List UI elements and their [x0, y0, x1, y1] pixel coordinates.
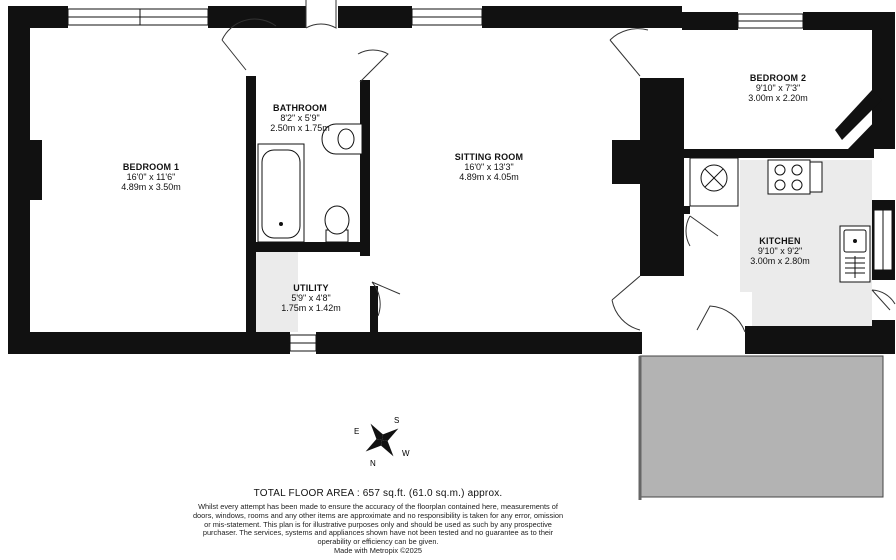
- utility-metric: 1.75m x 1.42m: [281, 303, 341, 313]
- sitting-room-name: SITTING ROOM: [454, 152, 524, 162]
- utility-imperial: 5'9" x 4'8": [291, 293, 331, 303]
- kitchen-imperial: 9'10" x 9'2": [757, 246, 803, 256]
- compass-n: N: [370, 459, 376, 468]
- metropix-credit: Made with Metropix ©2025: [333, 545, 423, 555]
- kitchen-name: KITCHEN: [759, 236, 801, 246]
- compass-s: S: [394, 416, 400, 425]
- sitting-room-metric: 4.89m x 4.05m: [459, 172, 519, 182]
- utility-label: [266, 283, 356, 313]
- terrace: [640, 356, 883, 497]
- bedroom2-metric: 3.00m x 2.20m: [748, 93, 808, 103]
- kitchen-metric: 3.00m x 2.80m: [750, 256, 810, 266]
- bath-tub: [258, 144, 304, 242]
- kitchen-label: [730, 236, 830, 266]
- bathroom-label: [250, 103, 350, 133]
- bathroom-imperial: 8'2" x 5'9": [280, 113, 320, 123]
- kitchen-sink: [840, 226, 870, 282]
- bedroom2-label: [728, 73, 828, 103]
- bathroom-name: BATHROOM: [273, 103, 327, 113]
- cooker: [768, 160, 822, 194]
- bedroom1-name: BEDROOM 1: [122, 162, 180, 172]
- bedroom1-metric: 4.89m x 3.50m: [121, 182, 181, 192]
- sitting-room-imperial: 16'0" x 13'3": [464, 162, 514, 172]
- bedroom2-name: BEDROOM 2: [749, 73, 807, 83]
- compass-e: E: [354, 427, 360, 436]
- boiler-cupboard: [690, 158, 738, 206]
- bathroom-metric: 2.50m x 1.75m: [270, 123, 330, 133]
- bedroom2-imperial: 9'10" x 7'3": [755, 83, 801, 93]
- bedroom1-imperial: 16'0" x 11'6": [126, 172, 176, 182]
- disclaimer: [190, 503, 566, 556]
- compass: [354, 412, 410, 468]
- bedroom1-label: [96, 162, 206, 192]
- sitting-room-label: [434, 152, 544, 182]
- utility-name: UTILITY: [293, 283, 329, 293]
- compass-w: W: [402, 449, 410, 458]
- total-floor-area: TOTAL FLOOR AREA : 657 sq.ft. (61.0 sq.m.) approx.: [253, 488, 503, 499]
- toilet: [325, 206, 349, 242]
- disclaimer-text: Whilst every attempt has been made to ensure the accuracy of the floorplan contained here, measurements of doors, windows, rooms and any other items are approximate and no responsibility is taken for any error, omission or mis-statement. This plan is for illustrative purposes only and should be used as such by any prospective purchaser. The services, systems and appliances shown have not been tested and no guarantee as to their operability or efficiency can be given.: [192, 502, 564, 547]
